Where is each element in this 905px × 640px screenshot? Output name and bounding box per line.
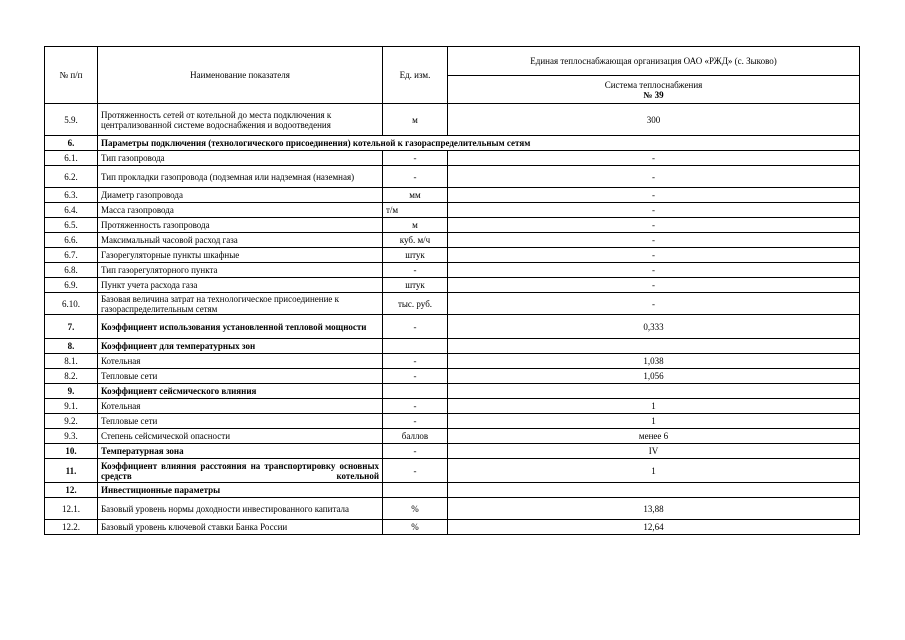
table-row bbox=[45, 339, 860, 354]
row-number: 6. bbox=[45, 136, 98, 151]
row-number: 11. bbox=[45, 459, 98, 483]
row-unit: - bbox=[383, 166, 448, 188]
row-value bbox=[448, 339, 860, 354]
row-unit: - bbox=[383, 315, 448, 339]
row-value: - bbox=[448, 278, 860, 293]
row-name: Коэффициент влияния расстояния на транспортировку основных средств котельной bbox=[98, 459, 383, 483]
row-unit bbox=[383, 483, 448, 498]
row-number: 9.3. bbox=[45, 429, 98, 444]
row-value: - bbox=[448, 233, 860, 248]
row-number: 7. bbox=[45, 315, 98, 339]
row-value: - bbox=[448, 188, 860, 203]
row-unit: % bbox=[383, 520, 448, 535]
row-value: 1 bbox=[448, 459, 860, 483]
row-name: Тип газорегуляторного пункта bbox=[98, 263, 383, 278]
row-number: 5.9. bbox=[45, 104, 98, 136]
row-value: - bbox=[448, 248, 860, 263]
row-value: - bbox=[448, 203, 860, 218]
table-row bbox=[45, 384, 860, 399]
header-system-number: № 39 bbox=[643, 89, 664, 100]
row-name: Максимальный часовой расход газа bbox=[98, 233, 383, 248]
row-number: 12. bbox=[45, 483, 98, 498]
row-value: - bbox=[448, 293, 860, 315]
table-row bbox=[45, 315, 860, 339]
row-value: менее 6 bbox=[448, 429, 860, 444]
row-unit: штук bbox=[383, 278, 448, 293]
row-value: 1,056 bbox=[448, 369, 860, 384]
table-row bbox=[45, 248, 860, 263]
row-value: - bbox=[448, 218, 860, 233]
row-unit: % bbox=[383, 498, 448, 520]
row-value: - bbox=[448, 166, 860, 188]
row-number: 9.1. bbox=[45, 399, 98, 414]
row-value bbox=[448, 483, 860, 498]
row-number: 8.2. bbox=[45, 369, 98, 384]
row-name: Диаметр газопровода bbox=[98, 188, 383, 203]
row-value: 13,88 bbox=[448, 498, 860, 520]
row-value: IV bbox=[448, 444, 860, 459]
row-value: - bbox=[448, 151, 860, 166]
table-row bbox=[45, 151, 860, 166]
table-row bbox=[45, 369, 860, 384]
row-unit: - bbox=[383, 459, 448, 483]
header-system bbox=[448, 76, 860, 104]
row-name: Протяженность газопровода bbox=[98, 218, 383, 233]
row-name: Базовый уровень нормы доходности инвестированного капитала bbox=[98, 498, 383, 520]
row-number: 6.10. bbox=[45, 293, 98, 315]
row-name: Протяженность сетей от котельной до места подключения к централизованной системе водоснабжения и водоотведения bbox=[98, 104, 383, 136]
row-name: Степень сейсмической опасности bbox=[98, 429, 383, 444]
row-value bbox=[448, 384, 860, 399]
row-value: 1 bbox=[448, 399, 860, 414]
row-unit: - bbox=[383, 151, 448, 166]
row-unit: штук bbox=[383, 248, 448, 263]
row-number: 6.6. bbox=[45, 233, 98, 248]
header-organization: Единая теплоснабжающая организация ОАО «РЖД» (с. Зыково) bbox=[448, 47, 860, 76]
row-unit: куб. м/ч bbox=[383, 233, 448, 248]
row-number: 6.9. bbox=[45, 278, 98, 293]
table-row bbox=[45, 520, 860, 535]
row-name: Коэффициент сейсмического влияния bbox=[98, 384, 383, 399]
header-number: № п/п bbox=[45, 47, 98, 104]
document-page bbox=[44, 46, 859, 535]
row-number: 6.2. bbox=[45, 166, 98, 188]
table-row bbox=[45, 278, 860, 293]
row-number: 12.1. bbox=[45, 498, 98, 520]
table-row bbox=[45, 233, 860, 248]
row-name: Тепловые сети bbox=[98, 369, 383, 384]
row-name: Базовая величина затрат на технологическое присоединение к газораспределительным сетям bbox=[98, 293, 383, 315]
row-name: Коэффициент для температурных зон bbox=[98, 339, 383, 354]
header-system-label: Система теплоснабжения bbox=[604, 79, 703, 90]
table-row bbox=[45, 414, 860, 429]
table-body bbox=[45, 104, 860, 535]
row-unit: м bbox=[383, 104, 448, 136]
table-row bbox=[45, 354, 860, 369]
row-unit: - bbox=[383, 354, 448, 369]
row-name: Котельная bbox=[98, 399, 383, 414]
row-name: Пункт учета расхода газа bbox=[98, 278, 383, 293]
table-row bbox=[45, 399, 860, 414]
header-name: Наименование показателя bbox=[98, 47, 383, 104]
header-unit: Ед. изм. bbox=[383, 47, 448, 104]
row-unit: - bbox=[383, 369, 448, 384]
row-name: Коэффициент использования установленной тепловой мощности bbox=[98, 315, 383, 339]
row-name: Тип газопровода bbox=[98, 151, 383, 166]
row-unit: - bbox=[383, 444, 448, 459]
table-row bbox=[45, 498, 860, 520]
row-value: 300 bbox=[448, 104, 860, 136]
table-row bbox=[45, 104, 860, 136]
row-number: 8. bbox=[45, 339, 98, 354]
row-name: Газорегуляторные пункты шкафные bbox=[98, 248, 383, 263]
table-row bbox=[45, 188, 860, 203]
row-unit: м bbox=[383, 218, 448, 233]
row-unit: - bbox=[383, 414, 448, 429]
row-name: Котельная bbox=[98, 354, 383, 369]
row-number: 6.5. bbox=[45, 218, 98, 233]
row-number: 9.2. bbox=[45, 414, 98, 429]
row-name: Инвестиционные параметры bbox=[98, 483, 383, 498]
row-name: Тепловые сети bbox=[98, 414, 383, 429]
row-number: 6.1. bbox=[45, 151, 98, 166]
row-value: 1,038 bbox=[448, 354, 860, 369]
row-unit: т/м bbox=[383, 203, 448, 218]
row-name: Параметры подключения (технологического присоединения) котельной к газораспределительным сетям bbox=[98, 136, 860, 151]
table-row bbox=[45, 218, 860, 233]
row-number: 12.2. bbox=[45, 520, 98, 535]
row-unit bbox=[383, 339, 448, 354]
table-row bbox=[45, 166, 860, 188]
row-number: 9. bbox=[45, 384, 98, 399]
table-row bbox=[45, 263, 860, 278]
parameters-table bbox=[44, 46, 860, 535]
table-row bbox=[45, 459, 860, 483]
row-value: 12,64 bbox=[448, 520, 860, 535]
row-number: 6.3. bbox=[45, 188, 98, 203]
row-unit bbox=[383, 384, 448, 399]
table-row bbox=[45, 203, 860, 218]
row-number: 6.7. bbox=[45, 248, 98, 263]
row-name: Базовый уровень ключевой ставки Банка России bbox=[98, 520, 383, 535]
row-number: 10. bbox=[45, 444, 98, 459]
table-row bbox=[45, 444, 860, 459]
row-number: 6.8. bbox=[45, 263, 98, 278]
row-name: Масса газопровода bbox=[98, 203, 383, 218]
row-value: - bbox=[448, 263, 860, 278]
table-row bbox=[45, 483, 860, 498]
row-unit: тыс. руб. bbox=[383, 293, 448, 315]
row-value: 1 bbox=[448, 414, 860, 429]
row-unit: мм bbox=[383, 188, 448, 203]
row-name: Температурная зона bbox=[98, 444, 383, 459]
row-unit: баллов bbox=[383, 429, 448, 444]
row-number: 8.1. bbox=[45, 354, 98, 369]
table-row bbox=[45, 293, 860, 315]
row-number: 6.4. bbox=[45, 203, 98, 218]
row-unit: - bbox=[383, 399, 448, 414]
table-row bbox=[45, 429, 860, 444]
row-value: 0,333 bbox=[448, 315, 860, 339]
row-unit: - bbox=[383, 263, 448, 278]
table-row bbox=[45, 136, 860, 151]
row-name: Тип прокладки газопровода (подземная или надземная (наземная) bbox=[98, 166, 383, 188]
